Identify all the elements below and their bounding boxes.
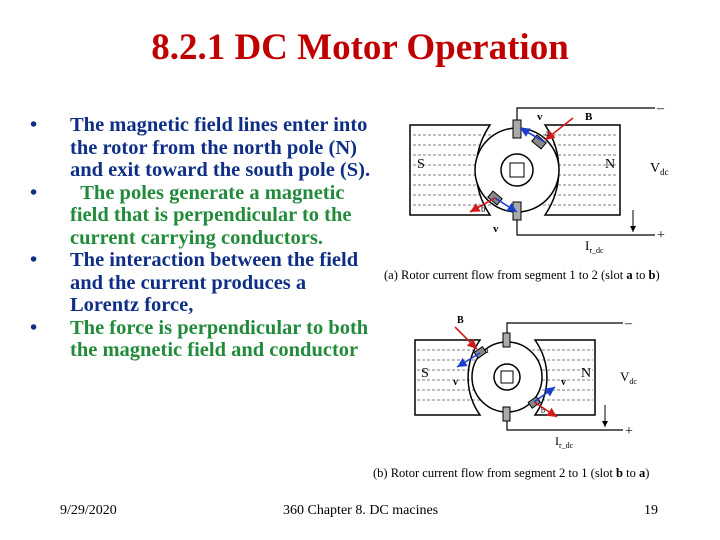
footer-center: 360 Chapter 8. DC macines bbox=[283, 503, 439, 518]
footer-page-number: 19 bbox=[644, 503, 658, 518]
slot-a-label: a bbox=[485, 346, 489, 355]
v-label: v bbox=[493, 223, 499, 235]
bullet-item bbox=[30, 182, 375, 250]
slot-b-label: b bbox=[541, 406, 545, 415]
vdc-label: $V_{dc}$ bbox=[650, 161, 669, 177]
slot-a-label: a bbox=[545, 128, 549, 138]
v-label: v bbox=[537, 111, 543, 123]
bullet-dot: • bbox=[30, 316, 38, 339]
slot-b-label: b bbox=[481, 204, 486, 214]
bullet-dot: • bbox=[30, 249, 38, 271]
vdc-label: $V_{dc}$ bbox=[620, 369, 637, 386]
bullet-item bbox=[30, 249, 375, 317]
caption-b: (b) Rotor current flow from segment 2 to 1 (slot b to a) bbox=[373, 466, 650, 480]
bullet-dot: • bbox=[30, 114, 38, 136]
motor-diagram-a bbox=[395, 100, 695, 265]
north-label: N bbox=[581, 366, 592, 381]
plus-terminal: + bbox=[657, 228, 665, 243]
slide-title: 8.2.1 DC Motor Operation bbox=[151, 27, 569, 68]
plus-terminal: + bbox=[625, 424, 633, 439]
bullet-text: The magnetic field lines enter into the rotor from the north pole (N) and exit toward the south pole (S). bbox=[70, 114, 371, 181]
b-arrow bbox=[455, 327, 477, 349]
caption-a: (a) Rotor current flow from segment 1 to 2 (slot a to b) bbox=[384, 268, 660, 282]
motor-diagram-b bbox=[395, 305, 695, 460]
bullet-text: The poles generate a magnetic field that is perpendicular to the current carrying conductors. bbox=[70, 181, 357, 249]
b-label: B bbox=[585, 111, 593, 123]
b-label: B bbox=[457, 315, 464, 326]
v-label: v bbox=[561, 377, 566, 388]
bullet-list bbox=[30, 114, 375, 362]
bullet-dot: • bbox=[30, 181, 38, 204]
v-label: v bbox=[453, 377, 458, 388]
ir-label: $I_{r\_dc}$ bbox=[555, 434, 574, 450]
minus-terminal: – bbox=[657, 101, 664, 116]
bullet-item bbox=[30, 114, 375, 182]
north-label: N bbox=[605, 157, 616, 172]
bullet-text: The force is perpendicular to both the magnetic field and conductor bbox=[70, 316, 369, 361]
b-arrow bbox=[545, 118, 573, 140]
south-label: S bbox=[417, 157, 425, 172]
ir-label: $I_{r\_dc}$ bbox=[585, 238, 604, 255]
bullet-text: The interaction between the field and the current produces a Lorentz force, bbox=[70, 249, 359, 316]
south-label: S bbox=[421, 366, 429, 381]
minus-terminal: – bbox=[625, 316, 632, 331]
footer-date: 9/29/2020 bbox=[60, 503, 117, 518]
bullet-item bbox=[30, 317, 375, 362]
